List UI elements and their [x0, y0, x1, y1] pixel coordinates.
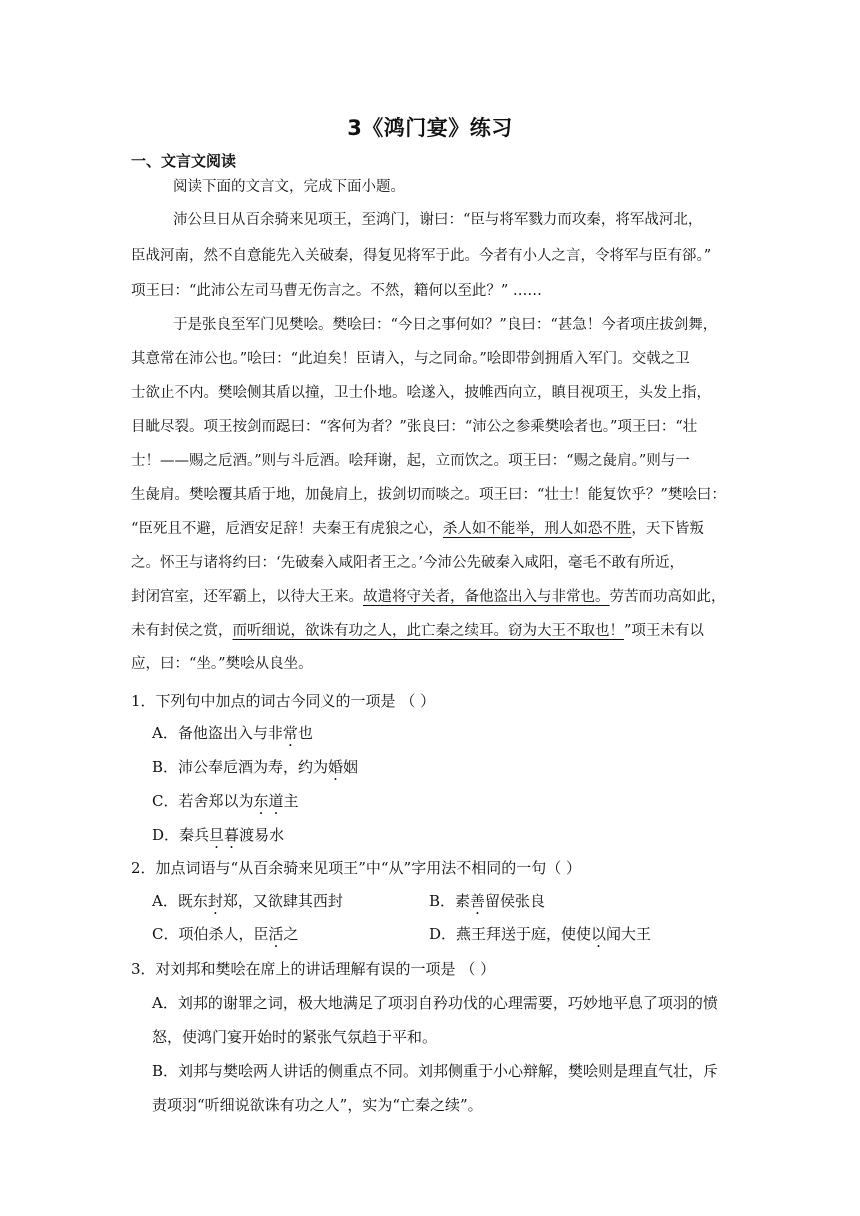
- option-text: C．若舍郑以为: [152, 792, 254, 810]
- passage-line: 士欲止不内。樊哙侧其盾以撞，卫士仆地。哙遂入，披帷西向立，瞋目视项王，头发上指，: [131, 385, 711, 401]
- passage-line: 项王曰：“此沛公左司马曹无伤言之。不然，籍何以至此？” ……: [131, 283, 542, 299]
- option-text: 也: [297, 724, 313, 742]
- option-text: D．秦兵: [152, 826, 210, 844]
- q1-option-a[interactable]: [152, 722, 313, 743]
- dotted-char: 旦: [209, 826, 225, 844]
- passage-line: [131, 590, 731, 605]
- option-text: A．备他盗出入与非: [152, 724, 283, 742]
- passage-text: “臣死且不避，卮酒安足辞！夫秦王有虎狼之心，: [131, 521, 443, 537]
- option-text: 之: [283, 925, 299, 943]
- passage-line: 目眦尽裂。项王按剑而跽曰：“客何为者？”张良曰：“沛公之参乘樊哙者也。”项王曰：“壮: [131, 419, 698, 435]
- passage-text: ”项王未有以: [624, 623, 704, 639]
- passage-line: 臣战河南，然不自意能先入关破秦，得复见将军于此。今者有小人之言，令将军与臣有郤。”: [131, 248, 712, 264]
- dotted-char: 活: [268, 925, 284, 943]
- option-text: 渡易水: [239, 826, 285, 844]
- passage-line: 沛公旦日从百余骑来见项王，至鸿门，谢曰：“臣与将军戮力而攻秦，将军战河北，: [173, 212, 703, 228]
- dotted-char: 暮: [224, 826, 240, 844]
- option-text: 郑，又欲肆其西封: [222, 892, 343, 910]
- option-text: 姻: [343, 758, 359, 776]
- underlined-sentence: 杀人如不能举，刑人如恐不胜: [442, 521, 632, 537]
- passage-line: 其意常在沛公也。”哙曰：“此迫矣！臣请入，与之同命。”哙即带剑拥盾入军门。交戟之卫: [131, 351, 690, 367]
- passage-text: 劳苦而功高如此，: [609, 589, 726, 605]
- q1-option-c[interactable]: [152, 790, 299, 811]
- q3-option-b-cont: 责项羽“听细说欲诛有功之人”，实为“亡秦之续”。: [152, 1096, 483, 1114]
- passage-line: 士！——赐之卮酒。”则与斗卮酒。哙拜谢，起，立而饮之。项王曰：“赐之彘肩。”则与一: [131, 453, 690, 469]
- passage-text: 未有封侯之赏，: [131, 623, 233, 639]
- dotted-char: 封: [207, 892, 223, 910]
- q2-option-d[interactable]: [429, 923, 651, 944]
- option-text: A．既东: [152, 892, 208, 910]
- option-text: 闻大王: [606, 925, 652, 943]
- passage-line: 于是张良至军门见樊哙。樊哙曰：“今日之事何如？”良曰：“甚急！今者项庄拔剑舞，: [173, 317, 718, 333]
- option-text: 留侯张良: [485, 892, 546, 910]
- dotted-char: 善: [470, 892, 486, 910]
- page-title: 3《鸿门宴》练习: [347, 116, 513, 140]
- passage-line: [131, 624, 731, 639]
- question-1-stem: 1．下列句中加点的词古今同义的一项是 （ ）: [131, 692, 436, 710]
- q3-option-a[interactable]: A．刘邦的谢罪之词，极大地满足了项羽自矜功伐的心理需要，巧妙地平息了项羽的愤: [152, 994, 718, 1012]
- dotted-char: 婚: [328, 758, 344, 776]
- option-text: B．素: [429, 892, 471, 910]
- dotted-char: 常: [282, 724, 298, 742]
- dotted-char: 道: [268, 792, 284, 810]
- passage-line: [131, 522, 731, 537]
- underlined-sentence: 而听细说，欲诛有功之人，此亡秦之续耳。窃为大王不取也！: [232, 623, 624, 639]
- passage-line: 生彘肩。樊哙覆其盾于地，加彘肩上，拔剑切而啖之。项王曰：“壮士！能复饮乎？”樊哙曰：: [131, 487, 726, 503]
- question-3-stem: 3．对刘邦和樊哙在席上的讲话理解有误的一项是 （ ）: [131, 960, 496, 978]
- dotted-char: 以: [591, 925, 607, 943]
- option-text: 主: [283, 792, 299, 810]
- option-text: D．燕王拜送于庭，使使: [429, 925, 592, 943]
- q3-option-a-cont: 怒，使鸿门宴开始时的紧张气氛趋于平和。: [152, 1028, 438, 1046]
- q1-option-b[interactable]: [152, 756, 358, 777]
- underlined-sentence: 故遣将守关者，备他盗出入与非常也。: [363, 589, 610, 605]
- q2-option-b[interactable]: [429, 890, 545, 911]
- dotted-char: 东: [253, 792, 269, 810]
- q1-option-d[interactable]: [152, 824, 284, 845]
- passage-text: ，天下皆叛: [631, 521, 704, 537]
- passage-text: 封闭宫室，还军霸上，以待大王来。: [131, 589, 363, 605]
- section-heading: 一、文言文阅读: [131, 152, 237, 170]
- q2-option-a[interactable]: [152, 890, 343, 911]
- option-text: B．沛公奉卮酒为寿，约为: [152, 758, 329, 776]
- instruction-text: 阅读下面的文言文，完成下面小题。: [173, 179, 405, 195]
- q2-option-c[interactable]: [152, 923, 299, 944]
- q3-option-b[interactable]: B．刘邦与樊哙两人讲话的侧重点不同。刘邦侧重于小心辩解，樊哙则是理直气壮，斥: [152, 1062, 719, 1080]
- passage-line: 应，曰：“坐。”樊哙从良坐。: [131, 656, 313, 672]
- option-text: C．项伯杀人，臣: [152, 925, 269, 943]
- passage-line: 之。怀王与诸将约曰：‘先破秦入咸阳者王之。’今沛公先破秦入咸阳，毫毛不敢有所近，: [131, 555, 684, 571]
- question-2-stem: 2．加点词语与“从百余骑来见项王”中“从”字用法不相同的一句（ ）: [131, 859, 581, 877]
